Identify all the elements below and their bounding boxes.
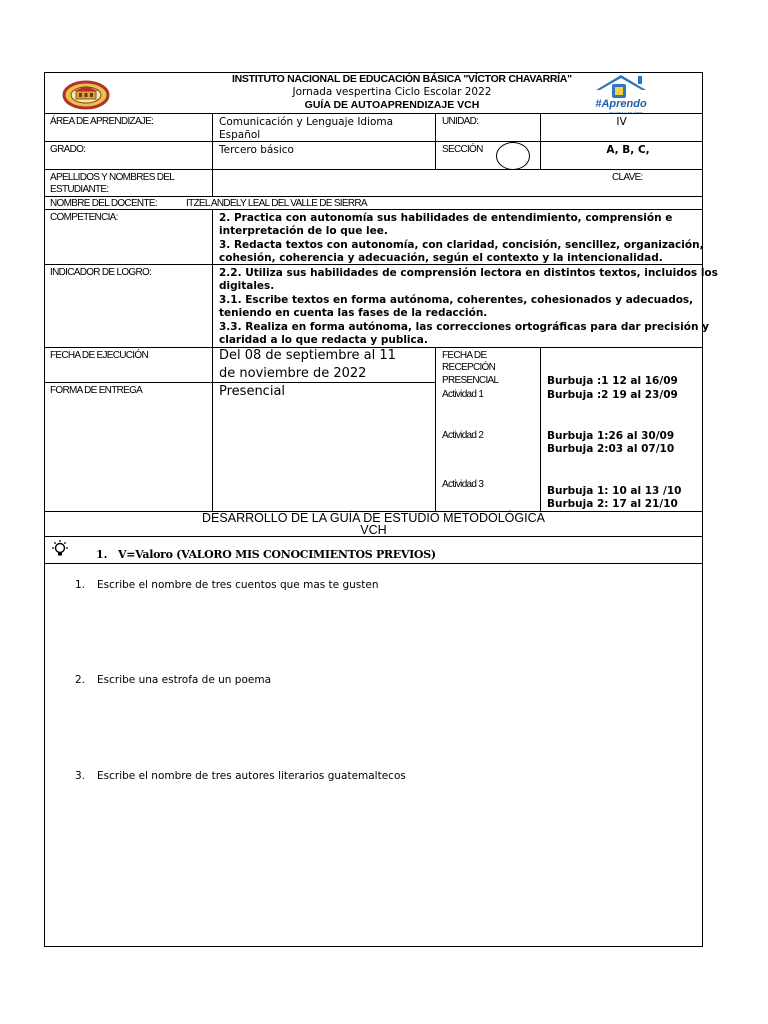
indicador-label: INDICADOR DE LOGRO: (50, 267, 152, 278)
indicador-line: 3.1. Escribe textos en forma autónoma, coherentes, cohesionados y adecuados, (219, 294, 694, 306)
recepcion-label-line1: FECHA DE (442, 350, 487, 361)
question-text: Escribe el nombre de tres cuentos que mas te gusten (97, 579, 379, 591)
question-number: 2. (75, 674, 86, 686)
indicador-line: 3.3. Realiza en forma autónoma, las correcciones ortográficas para dar precisión y (219, 321, 709, 333)
competencia-line: 2. Practica con autonomía sus habilidades de entendimiento, comprensión e (219, 212, 673, 224)
grado-value: Tercero básico (219, 144, 294, 156)
desarrollo-title-line2: VCH (360, 523, 387, 537)
unidad-value: IV (616, 116, 627, 128)
unidad-label: UNIDAD: (442, 116, 479, 127)
rule (212, 209, 213, 511)
rule (44, 169, 703, 170)
actividad-date: Burbuja :1 12 al 16/09 (547, 375, 678, 387)
actividad-date: Burbuja :2 19 al 23/09 (547, 389, 678, 401)
question-number: 3. (75, 770, 86, 782)
seccion-label: SECCIÓN (442, 144, 483, 155)
rule (44, 196, 703, 197)
rule (212, 113, 213, 197)
guide-title: GUÍA DE AUTOAPRENDIZAJE VCH (304, 99, 480, 111)
competencia-line: interpretación de lo que lee. (219, 225, 388, 237)
docente-label: NOMBRE DEL DOCENTE: (50, 198, 157, 209)
forma-label: FORMA DE ENTREGA (50, 385, 143, 396)
rule (435, 347, 436, 511)
aprendo-logo-text: #Aprendo (595, 98, 647, 110)
rule (435, 113, 436, 169)
forma-value: Presencial (219, 384, 286, 399)
apellidos-label-line1: APELLIDOS Y NOMBRES DEL (50, 172, 175, 183)
fecha-value-line1: Del 08 de septiembre al 11 (219, 348, 396, 363)
fecha-value-line2: de noviembre de 2022 (219, 366, 367, 381)
recepcion-label-line3: PRESENCIAL (442, 375, 499, 386)
rule (44, 563, 703, 564)
rule (44, 382, 435, 383)
indicador-line: teniendo en cuenta las fases de la redacción. (219, 307, 488, 319)
section-title: V=Valoro (VALORO MIS CONOCIMIENTOS PREVIOS) (118, 548, 436, 561)
grado-label: GRADO: (50, 144, 86, 155)
rule (44, 209, 703, 210)
competencia-label: COMPETENCIA: (50, 212, 118, 223)
area-value-line2: Español (219, 129, 261, 141)
actividad-label: Actividad 1 (442, 389, 484, 400)
rule (44, 113, 703, 114)
competencia-line: cohesión, coherencia y adecuación, según el contexto y la intencionalidad. (219, 252, 663, 264)
actividad-date: Burbuja 2:03 al 07/10 (547, 443, 675, 455)
actividad-date: Burbuja 2: 17 al 21/10 (547, 498, 678, 510)
rule (540, 347, 541, 511)
competencia-line: 3. Redacta textos con autonomía, con claridad, concisión, sencillez, organización, (219, 239, 704, 251)
institution-title: INSTITUTO NACIONAL DE EDUCACIÓN BÁSICA "VÍCTOR CHAVARRÍA" (232, 73, 572, 85)
actividad-date: Burbuja 1: 10 al 13 /10 (547, 485, 682, 497)
indicador-line: 2.2. Utiliza sus habilidades de comprensión lectora en distintos textos, incluidos los (219, 267, 718, 279)
area-label: ÁREA DE APRENDIZAJE: (50, 116, 154, 127)
fecha-label: FECHA DE EJECUCIÓN (50, 350, 148, 361)
rule (44, 141, 703, 142)
actividad-label: Actividad 2 (442, 430, 484, 441)
clave-label: CLAVE: (612, 172, 643, 183)
question-text: Escribe una estrofa de un poema (97, 674, 272, 686)
docente-value: ITZEL ANDELY LEAL DEL VALLE DE SIERRA (186, 198, 367, 209)
apellidos-label-line2: ESTUDIANTE: (50, 184, 109, 195)
session-subtitle: Jornada vespertina Ciclo Escolar 2022 (292, 86, 492, 98)
seccion-value: A, B, C, (606, 144, 650, 156)
recepcion-label-line2: RECEPCIÓN (442, 362, 496, 373)
actividad-label: Actividad 3 (442, 479, 484, 490)
area-value-line1: Comunicación y Lenguaje Idioma (219, 116, 394, 128)
seccion-circle (496, 142, 530, 170)
indicador-line: digitales. (219, 280, 275, 292)
question-number: 1. (75, 579, 86, 591)
desarrollo-title-line1: DESARROLLO DE LA GUÍA DE ESTUDIO METODOLÓGICA (202, 511, 545, 525)
question-text: Escribe el nombre de tres autores literarios guatemaltecos (97, 770, 406, 782)
lightbulb-icon (50, 539, 70, 559)
actividad-date: Burbuja 1:26 al 30/09 (547, 430, 675, 442)
indicador-line: claridad a lo que redacta y publica. (219, 334, 428, 346)
section-number: 1. (96, 548, 108, 561)
